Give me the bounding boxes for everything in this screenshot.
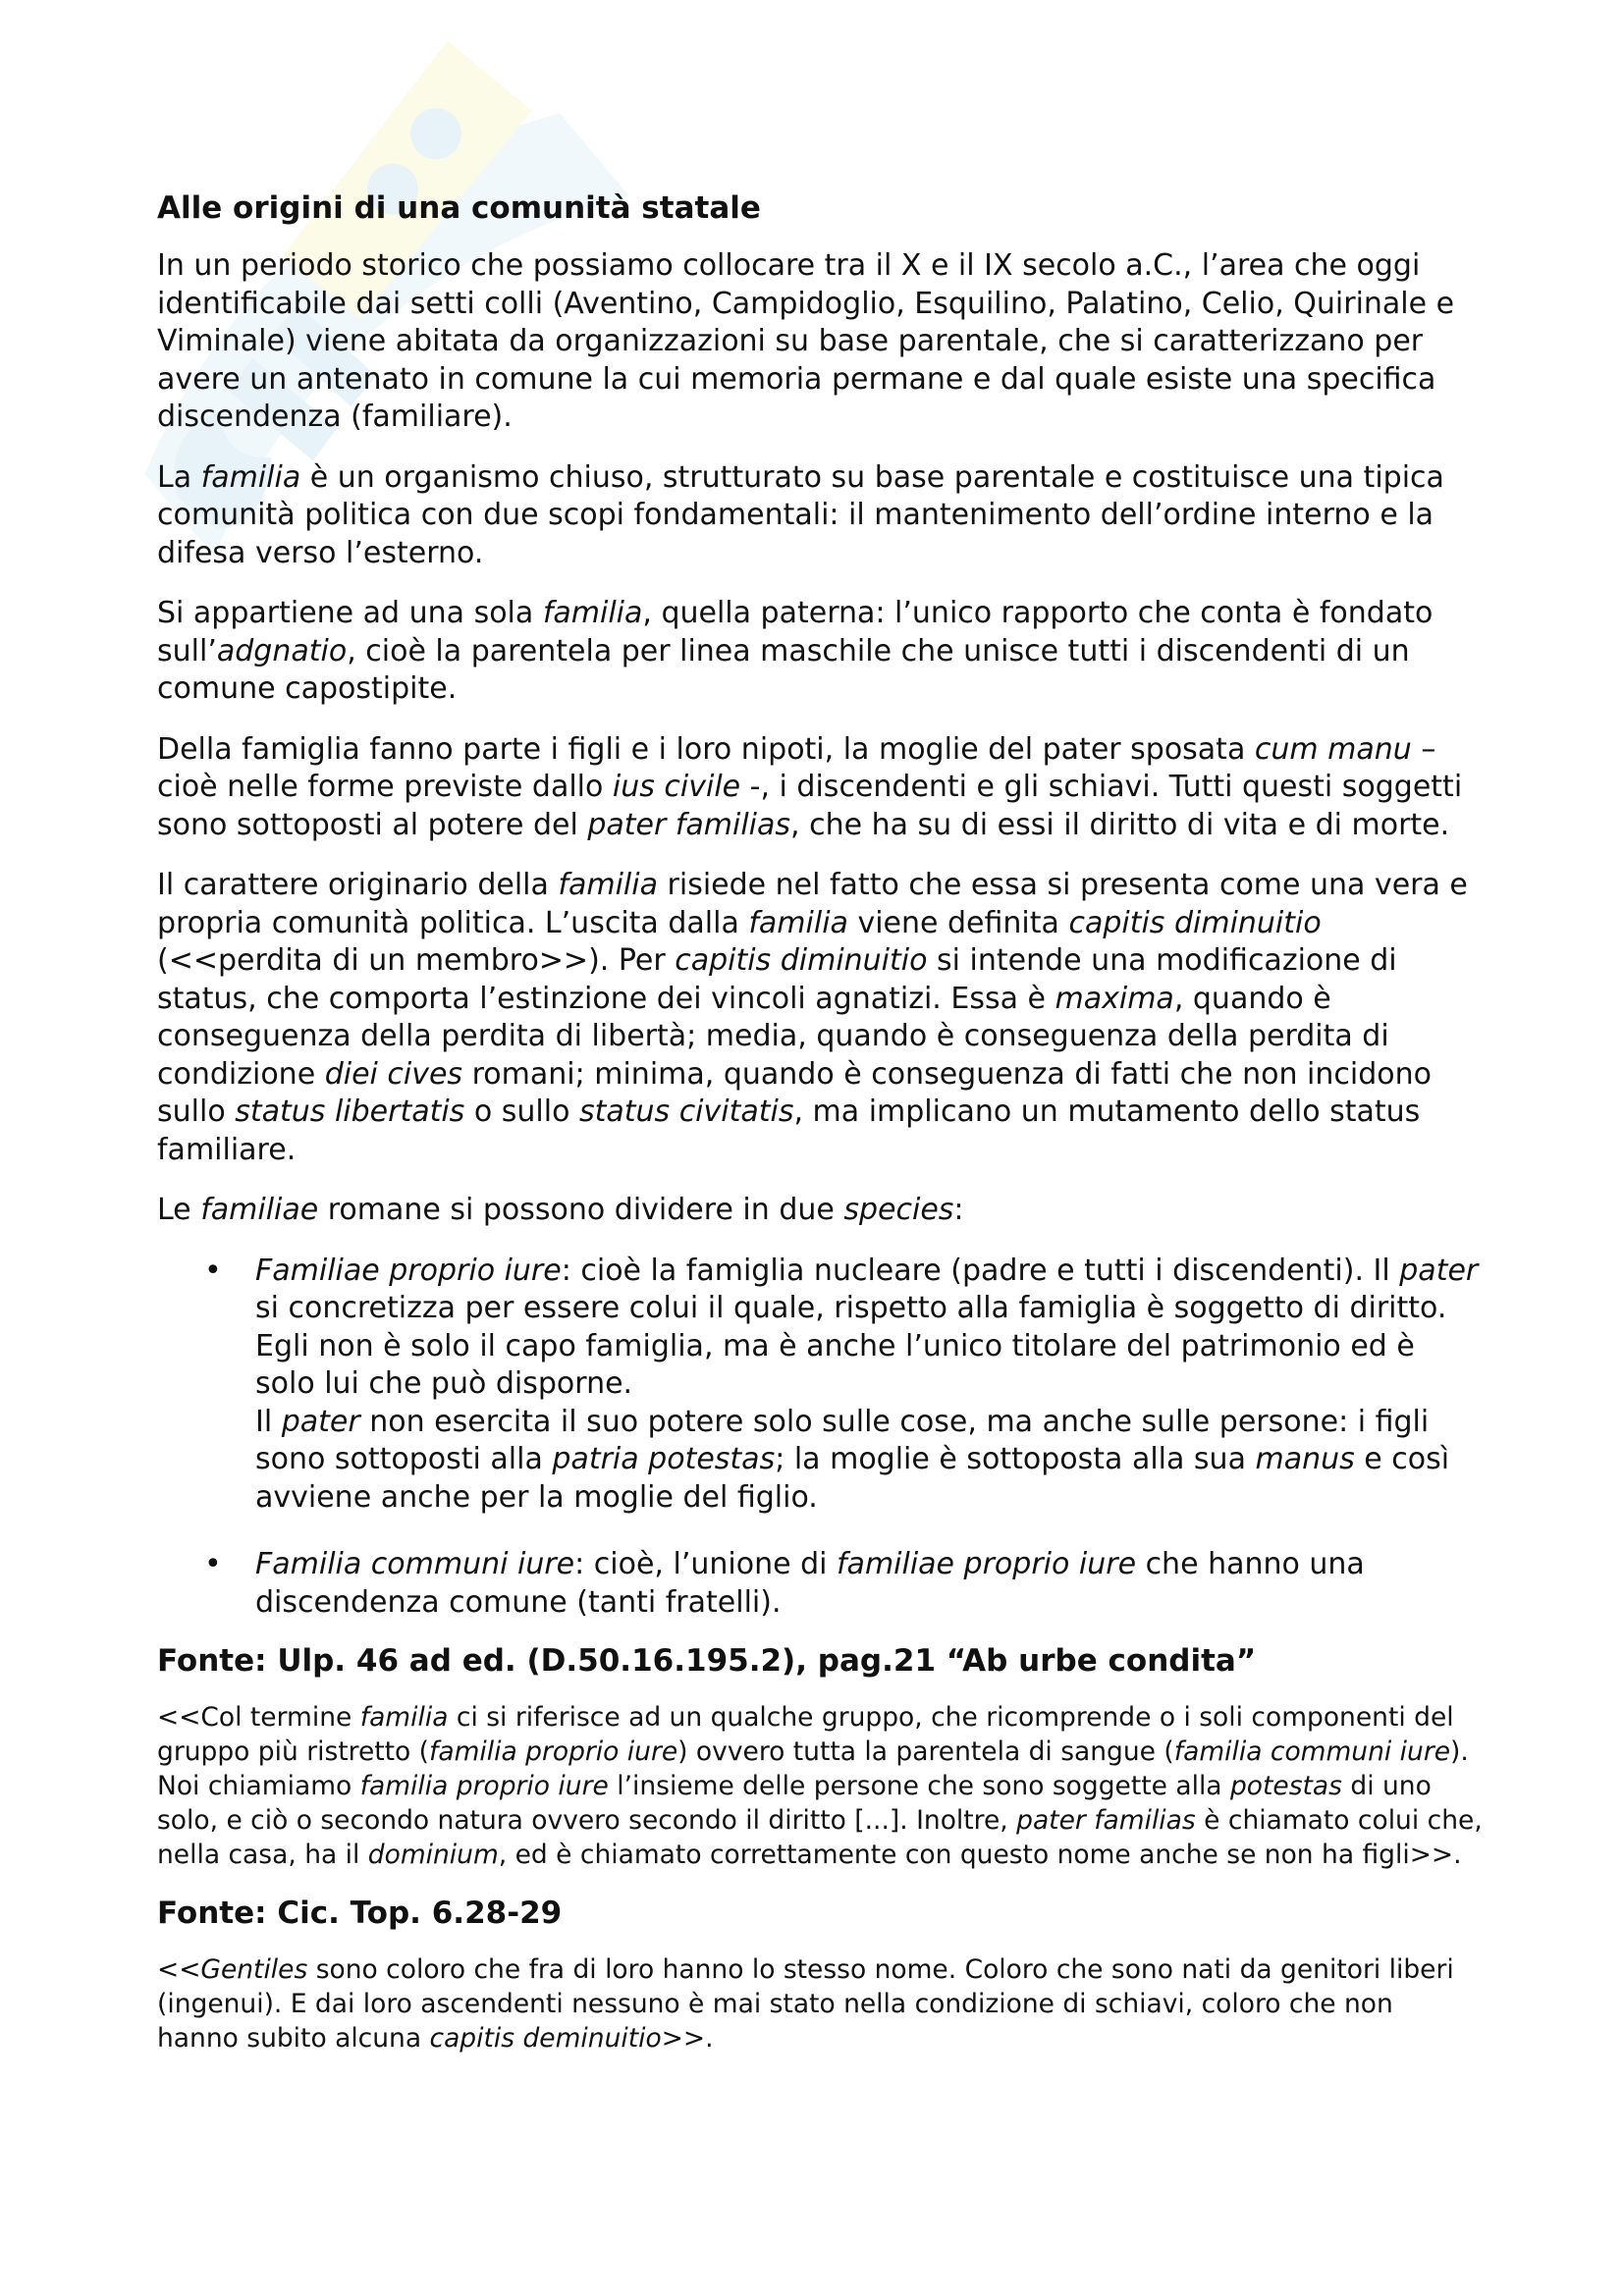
list-item-communi-iure: • Familia communi iure: cioè, l’unione di familiae proprio iure che hanno una discendenza comune (tanti fratelli).: [204, 1547, 1365, 1620]
bullet-icon: •: [204, 1547, 222, 1581]
fonte-ulpiano-heading: Fonte: Ulp. 46 ad ed. (D.50.16.195.2), pag.21 “Ab urbe condita”: [157, 1643, 1257, 1679]
section-title: Alle origini di una comunità statale: [157, 190, 761, 226]
paragraph-origins: In un periodo storico che possiamo collocare tra il X e il IX secolo a.C., l’area che oggi identificabile dai setti colli (Aventino, Campidoglio, Esquilino, Palatino, Celio, Quirinale e Viminale) viene abitata da organizzazioni su base parentale, che si caratterizzano per avere un antenato in comune la cui memoria permane e dal quale esiste una specifica discendenza (familiare).: [157, 248, 1455, 434]
paragraph-adgnatio: Si appartiene ad una sola familia, quella paterna: l’unico rapporto che conta è fondato sull’adgnatio, cioè la parentela per linea maschile che unisce tutti i discendenti di un comune capostipite.: [157, 596, 1434, 706]
bullet-icon: •: [204, 1253, 222, 1288]
paragraph-members: Della famiglia fanno parte i figli e i loro nipoti, la moglie del pater sposata cum manu – cioè nelle forme previste dallo ius civile -, i discendenti e gli schiavi. Tutti questi soggetti sono sottoposti al potere del pater familias, che ha su di essi il diritto di vita e di morte.: [157, 731, 1463, 842]
fonte-cicerone-heading: Fonte: Cic. Top. 6.28-29: [157, 1896, 563, 1931]
document-body: [157, 188, 1483, 2077]
paragraph-species: Le familiae romane si possono dividere in due species:: [157, 1193, 964, 1227]
fonte-ulpiano-quote: <<Col termine familia ci si riferisce ad un qualche gruppo, che ricomprende o i soli componenti del gruppo più ristretto (familia proprio iure) ovvero tutta la parentela di sangue (familia communi iure). Noi chiamiamo familia proprio iure l’insieme delle persone che sono soggette alla potestas di uno solo, e ciò o secondo natura ovvero secondo il diritto [...]. Inoltre, pater familias è chiamato colui che, nella casa, ha il dominium, ed è chiamato correttamente con questo nome anche se non ha figli>>.: [157, 1702, 1483, 1870]
fonte-cicerone-quote: <<Gentiles sono coloro che fra di loro hanno lo stesso nome. Coloro che sono nati da genitori liberi (ingenui). E dai loro ascendenti nessuno è mai stato nella condizione di schiavi, coloro che non hanno subito alcuna capitis deminuitio>>.: [157, 1954, 1454, 2054]
list-item-proprio-iure: • Familiae proprio iure: cioè la famiglia nucleare (padre e tutti i discendenti). Il pater si concretizza per essere colui il quale, rispetto alla famiglia è soggetto di diritto. Egli non è solo il capo famiglia, ma è anche l’unico titolare del patrimonio ed è solo lui che può disporne. Il pater non esercita il suo potere solo sulle cose, ma anche sulle persone: i figli sono sottoposti alla patria potestas; la moglie è sottoposta alla sua manus e così avviene anche per la moglie del figlio.: [204, 1253, 1479, 1515]
paragraph-capitis-diminuitio: Il carattere originario della familia risiede nel fatto che essa si presenta come una vera e propria comunità politica. L’uscita dalla familia viene definita capitis diminuitio (<<perdita di un membro>>). Per capitis diminuitio si intende una modificazione di status, che comporta l’estinzione dei vincoli agnatizi. Essa è maxima, quando è conseguenza della perdita di libertà; media, quando è conseguenza della perdita di condizione diei cives romani; minima, quando è conseguenza di fatti che non incidono sullo status libertatis o sullo status civitatis, ma implicano un mutamento dello status familiare.: [157, 868, 1468, 1167]
species-list: [157, 1253, 1483, 1623]
paragraph-familia: La familia è un organismo chiuso, strutturato su base parentale e costituisce una tipica comunità politica con due scopi fondamentali: il mantenimento dell’ordine interno e la difesa verso l’esterno.: [157, 459, 1444, 570]
